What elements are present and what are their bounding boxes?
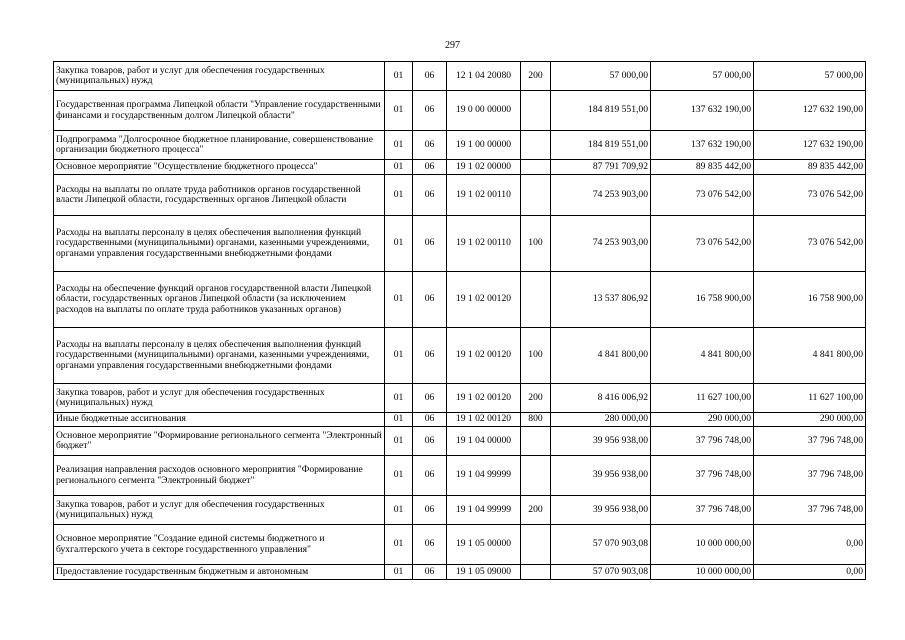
row-name: Закупка товаров, работ и услуг для обеспечения государственных (муниципальных) нужд [54,496,385,525]
row-amount-1: 184 819 551,00 [551,91,651,131]
table-row [54,175,866,216]
row-target-code: 19 1 02 00000 [447,160,521,175]
row-expense-type [521,525,551,565]
row-amount-1: 8 416 006,92 [551,384,651,413]
row-section: 01 [385,160,413,175]
row-section: 01 [385,496,413,525]
row-amount-1: 280 000,00 [551,413,651,427]
row-expense-type [521,456,551,496]
row-expense-type [521,131,551,160]
row-amount-1: 87 791 709,92 [551,160,651,175]
row-subsection: 06 [413,175,447,216]
row-amount-2: 89 835 442,00 [651,160,754,175]
row-amount-2: 16 758 900,00 [651,272,754,328]
row-amount-3: 37 796 748,00 [754,496,866,525]
row-subsection: 06 [413,216,447,272]
row-section: 01 [385,384,413,413]
row-target-code: 19 1 02 00110 [447,175,521,216]
row-name: Расходы на обеспечение функций органов государственной власти Липецкой области, государственных органов Липецкой области (за исключением расходов на выплаты по оплате труда работников указанных органов) [54,272,385,328]
table-row [54,216,866,272]
row-amount-3: 37 796 748,00 [754,427,866,456]
row-amount-2: 4 841 800,00 [651,328,754,384]
row-subsection: 06 [413,565,447,580]
row-expense-type: 800 [521,413,551,427]
row-amount-1: 74 253 903,00 [551,216,651,272]
row-name: Расходы на выплаты по оплате труда работников органов государственной власти Липецкой области, государственных органов Липецкой области [54,175,385,216]
row-target-code: 19 1 04 00000 [447,427,521,456]
row-target-code: 19 1 00 00000 [447,131,521,160]
row-amount-1: 4 841 800,00 [551,328,651,384]
row-amount-3: 57 000,00 [754,62,866,91]
row-subsection: 06 [413,413,447,427]
row-expense-type [521,175,551,216]
row-expense-type: 100 [521,328,551,384]
table-row [54,525,866,565]
row-target-code: 19 1 05 00000 [447,525,521,565]
row-amount-1: 39 956 938,00 [551,456,651,496]
row-target-code: 12 1 04 20080 [447,62,521,91]
row-amount-3: 0,00 [754,565,866,580]
row-section: 01 [385,216,413,272]
row-expense-type [521,160,551,175]
row-amount-1: 39 956 938,00 [551,496,651,525]
row-target-code: 19 1 04 99999 [447,496,521,525]
row-section: 01 [385,525,413,565]
row-subsection: 06 [413,272,447,328]
row-expense-type [521,91,551,131]
row-amount-3: 290 000,00 [754,413,866,427]
row-amount-3: 127 632 190,00 [754,131,866,160]
row-target-code: 19 1 02 00120 [447,384,521,413]
row-amount-1: 39 956 938,00 [551,427,651,456]
row-name: Закупка товаров, работ и услуг для обеспечения государственных (муниципальных) нужд [54,62,385,91]
row-expense-type: 200 [521,384,551,413]
row-section: 01 [385,456,413,496]
row-section: 01 [385,413,413,427]
row-expense-type [521,427,551,456]
row-amount-3: 127 632 190,00 [754,91,866,131]
row-amount-2: 11 627 100,00 [651,384,754,413]
table-row [54,62,866,91]
row-amount-3: 0,00 [754,525,866,565]
row-amount-2: 137 632 190,00 [651,91,754,131]
row-amount-2: 57 000,00 [651,62,754,91]
row-amount-1: 13 537 806,92 [551,272,651,328]
table-row [54,131,866,160]
table-row [54,427,866,456]
row-amount-1: 57 070 903,08 [551,565,651,580]
row-subsection: 06 [413,427,447,456]
row-section: 01 [385,328,413,384]
row-subsection: 06 [413,384,447,413]
row-subsection: 06 [413,160,447,175]
row-target-code: 19 0 00 00000 [447,91,521,131]
row-subsection: 06 [413,62,447,91]
row-amount-3: 73 076 542,00 [754,216,866,272]
row-expense-type [521,565,551,580]
table-row [54,456,866,496]
row-amount-2: 73 076 542,00 [651,175,754,216]
row-amount-3: 4 841 800,00 [754,328,866,384]
row-amount-1: 74 253 903,00 [551,175,651,216]
row-subsection: 06 [413,91,447,131]
row-section: 01 [385,565,413,580]
row-target-code: 19 1 05 09000 [447,565,521,580]
row-subsection: 06 [413,525,447,565]
row-amount-3: 37 796 748,00 [754,456,866,496]
row-amount-1: 184 819 551,00 [551,131,651,160]
row-amount-3: 16 758 900,00 [754,272,866,328]
row-name: Предоставление государственным бюджетным и автономным [54,565,385,580]
row-section: 01 [385,175,413,216]
row-amount-2: 10 000 000,00 [651,565,754,580]
row-name: Расходы на выплаты персоналу в целях обеспечения выполнения функций государственными (муниципальными) органами, казенными учреждениями, органами управления государственными внебюджетными фондами [54,328,385,384]
row-section: 01 [385,62,413,91]
row-amount-3: 11 627 100,00 [754,384,866,413]
row-target-code: 19 1 02 00120 [447,272,521,328]
row-name: Подпрограмма "Долгосрочное бюджетное планирование, совершенствование организации бюджетного процесса" [54,131,385,160]
row-expense-type: 200 [521,62,551,91]
table-row [54,272,866,328]
row-expense-type: 200 [521,496,551,525]
row-amount-2: 37 796 748,00 [651,427,754,456]
row-amount-2: 73 076 542,00 [651,216,754,272]
table-row [54,328,866,384]
row-section: 01 [385,91,413,131]
row-target-code: 19 1 02 00120 [447,328,521,384]
row-subsection: 06 [413,456,447,496]
row-subsection: 06 [413,131,447,160]
row-amount-2: 37 796 748,00 [651,456,754,496]
row-amount-1: 57 000,00 [551,62,651,91]
row-amount-3: 89 835 442,00 [754,160,866,175]
row-amount-2: 37 796 748,00 [651,496,754,525]
row-amount-2: 137 632 190,00 [651,131,754,160]
row-amount-1: 57 070 903,08 [551,525,651,565]
row-expense-type: 100 [521,216,551,272]
row-name: Реализация направления расходов основного мероприятия "Формирование регионального сегмента "Электронный бюджет" [54,456,385,496]
row-section: 01 [385,131,413,160]
row-section: 01 [385,427,413,456]
table-row [54,91,866,131]
row-name: Закупка товаров, работ и услуг для обеспечения государственных (муниципальных) нужд [54,384,385,413]
row-subsection: 06 [413,496,447,525]
table-row [54,565,866,580]
row-amount-2: 10 000 000,00 [651,525,754,565]
row-name: Основное мероприятие "Создание единой системы бюджетного и бухгалтерского учета в секторе государственного управления" [54,525,385,565]
row-name: Расходы на выплаты персоналу в целях обеспечения выполнения функций государственными (муниципальными) органами, казенными учреждениями, органами управления государственными внебюджетными фондами [54,216,385,272]
page-number: 297 [445,40,460,51]
row-amount-2: 290 000,00 [651,413,754,427]
row-name: Государственная программа Липецкой области "Управление государственными финансами и государственным долгом Липецкой области" [54,91,385,131]
row-subsection: 06 [413,328,447,384]
row-target-code: 19 1 02 00110 [447,216,521,272]
row-amount-3: 73 076 542,00 [754,175,866,216]
table-row [54,384,866,413]
table-row [54,496,866,525]
row-section: 01 [385,272,413,328]
table-row [54,160,866,175]
row-name: Основное мероприятие "Осуществление бюджетного процесса" [54,160,385,175]
table-row [54,413,866,427]
row-target-code: 19 1 02 00120 [447,413,521,427]
budget-table [53,61,866,580]
row-target-code: 19 1 04 99999 [447,456,521,496]
row-name: Иные бюджетные ассигнования [54,413,385,427]
row-name: Основное мероприятие "Формирование регионального сегмента "Электронный бюджет" [54,427,385,456]
row-expense-type [521,272,551,328]
